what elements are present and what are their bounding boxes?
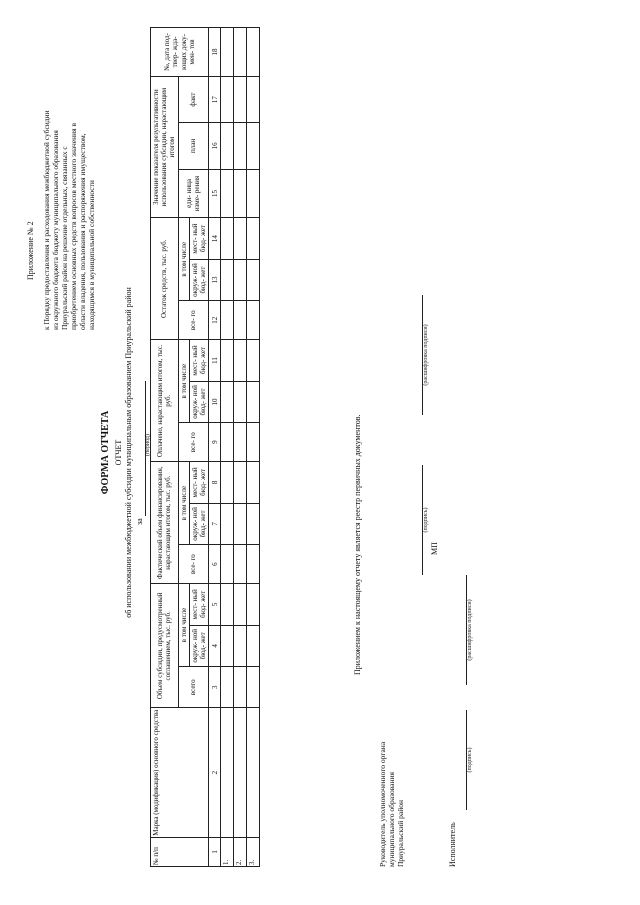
col-number: 5 xyxy=(209,584,221,625)
appendix-number: Приложение № 2 xyxy=(26,221,35,280)
appendix-line: области владения, пользования и распоряжения имуществом, xyxy=(78,133,87,330)
header-row-1 xyxy=(151,28,179,867)
table-row xyxy=(247,28,260,867)
head-label-line: Приуральский район xyxy=(396,800,405,867)
sub-district-budget: окруж- ной бюд- жет xyxy=(189,503,208,544)
sub-total: все- го xyxy=(178,545,209,584)
row-number: 1. xyxy=(221,837,234,866)
col-header-brand: Марка (модификация) основного средства xyxy=(151,708,209,837)
table-row xyxy=(234,28,247,867)
executor-decode-field xyxy=(448,565,473,685)
group-header-volume: Объем субсидии, предусмотренный соглашением, тыс. руб. xyxy=(151,584,179,708)
sub-district-budget: окруж- ной бюд- жет xyxy=(189,625,208,666)
column-number-row xyxy=(209,28,221,867)
col-number: 12 xyxy=(209,301,221,340)
col-number: 14 xyxy=(209,218,221,259)
col-number: 18 xyxy=(209,28,221,77)
attachment-note: Приложением к настоящему отчету является реестр первичных документов. xyxy=(353,414,362,675)
period-prefix: за xyxy=(135,518,144,525)
decode-caption: (расшифровка подписи) xyxy=(423,324,429,386)
signature-line xyxy=(448,710,467,810)
head-signature-field xyxy=(404,455,429,575)
col-number: 16 xyxy=(209,123,221,169)
col-number: 8 xyxy=(209,462,221,503)
executor-label: Исполнитель xyxy=(448,822,457,867)
form-title: ФОРМА ОТЧЕТА xyxy=(100,410,111,495)
head-label-line: Руководитель уполномоченного органа xyxy=(378,741,387,867)
report-title: ОТЧЕТ xyxy=(114,439,123,466)
appendix-line: находящимся в муниципальной собственности xyxy=(87,180,96,330)
col-number: 4 xyxy=(209,625,221,666)
col-number: 13 xyxy=(209,259,221,300)
appendix-line: из окружного бюджета бюджету муниципального образования xyxy=(51,130,60,330)
row-number: 3. xyxy=(247,837,260,866)
sub-plan: план xyxy=(178,123,209,169)
col-number: 7 xyxy=(209,503,221,544)
executor-signature-field xyxy=(448,700,473,810)
sub-local-budget: мест- ный бюд- жет xyxy=(189,462,208,503)
col-header-number: № п/п xyxy=(151,837,209,866)
decode-line xyxy=(404,295,423,415)
col-number: 2 xyxy=(209,708,221,837)
appendix-reference xyxy=(42,30,96,330)
appendix-line: приобретением основных средств вопросов местного значения в xyxy=(69,123,78,330)
col-number: 17 xyxy=(209,76,221,122)
row-number: 2. xyxy=(234,837,247,866)
group-header-indicator: Значение показателя результативности использования субсидии, нарастающим итогом xyxy=(151,76,179,217)
sub-district-budget: окруж- ной бюд- жет xyxy=(189,381,208,422)
head-label-line: муниципального образования xyxy=(387,772,396,867)
signature-caption: (подпись) xyxy=(467,747,473,773)
col-number: 6 xyxy=(209,545,221,584)
sub-local-budget: мест- ный бюд- жет xyxy=(189,340,208,381)
col-number: 1 xyxy=(209,837,221,866)
group-header-balance: Остаток средств, тыс. руб. xyxy=(151,218,179,340)
col-number: 9 xyxy=(209,423,221,462)
head-decode-field xyxy=(404,285,429,415)
sub-including: в том числе xyxy=(178,218,189,301)
sub-total: все- го xyxy=(178,423,209,462)
group-header-actual: Фактический объем финансирования, нарастающим итогом, тыс. руб. xyxy=(151,462,179,584)
col-number: 3 xyxy=(209,667,221,708)
sub-including: в том числе xyxy=(178,462,189,545)
appendix-line: к Порядку предоставления и расходования межбюджетной субсидии xyxy=(42,110,51,330)
sub-including: в том числе xyxy=(178,340,189,423)
signature-line xyxy=(404,465,423,575)
decode-caption: (расшифровка подписи) xyxy=(467,599,473,661)
col-header-documents: №, дата под- твер- жда- ющих доку- мен- тов xyxy=(151,28,209,77)
appendix-line: Приуральский район на решение отдельных, связанных с xyxy=(60,146,69,330)
sub-local-budget: мест- ный бюд- жет xyxy=(189,584,208,625)
period-caption: (период) xyxy=(145,434,151,456)
report-subtitle: об использовании межбюджетной субсидии муниципальным образованием Приуральский район xyxy=(124,287,133,618)
group-header-paid: Оплачено, нарастающим итогом, тыс. руб. xyxy=(151,340,179,462)
col-number: 11 xyxy=(209,340,221,381)
sub-including: в том числе xyxy=(178,584,189,667)
rotated-document-page xyxy=(20,20,480,885)
sub-fact: факт xyxy=(178,76,209,122)
sub-unit: еди- ница изме- рения xyxy=(178,169,209,218)
stamp-place: МП xyxy=(430,542,439,555)
sub-district-budget: окруж- ной бюд- жет xyxy=(189,259,208,300)
report-table xyxy=(150,27,260,867)
decode-line xyxy=(448,575,467,685)
col-number: 15 xyxy=(209,169,221,218)
sub-total: всего xyxy=(178,667,209,708)
sub-total: все- го xyxy=(178,301,209,340)
head-signature-label xyxy=(378,697,405,867)
col-number: 10 xyxy=(209,381,221,422)
sub-local-budget: мест- ный бюд- жет xyxy=(189,218,208,259)
signature-caption: (подпись) xyxy=(423,507,429,533)
table-row xyxy=(221,28,234,867)
